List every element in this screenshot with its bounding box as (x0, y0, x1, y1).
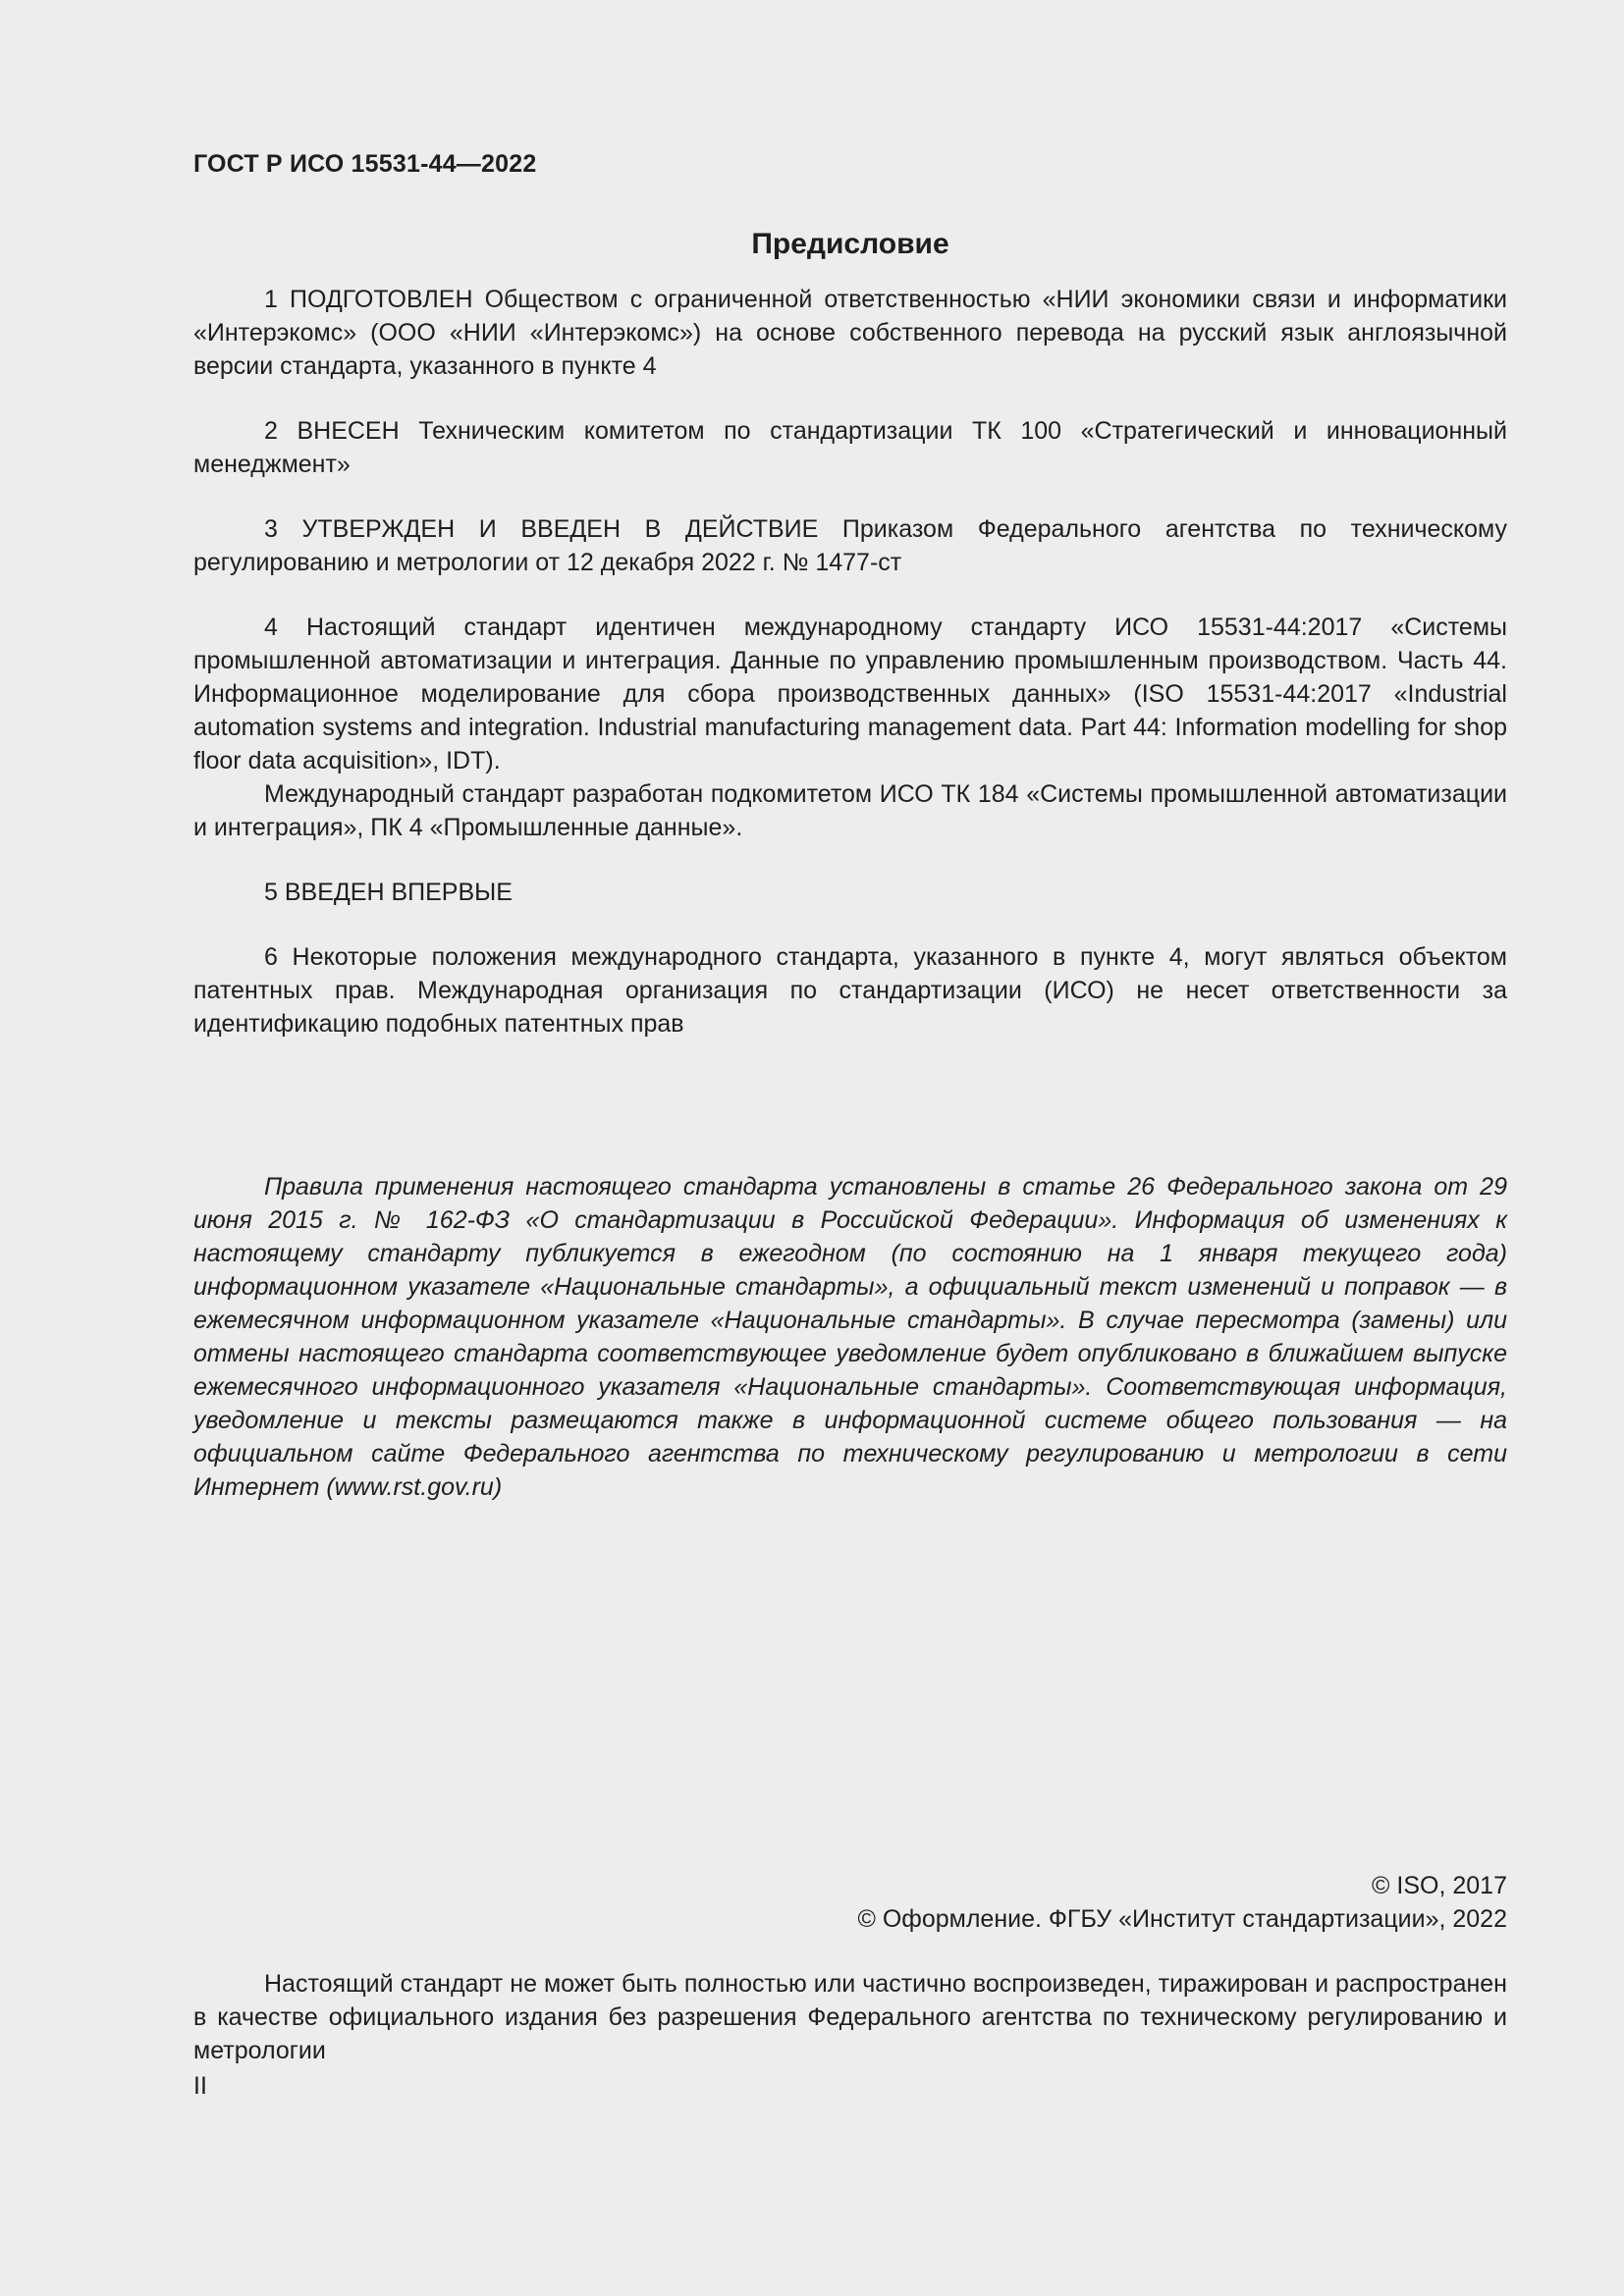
preface-item-2: 2 ВНЕСЕН Техническим комитетом по стандартизации ТК 100 «Стратегический и инновационный менеджмент» (193, 417, 1507, 478)
page-title: Предисловие (751, 228, 949, 260)
copyright-design: © Оформление. ФГБУ «Институт стандартизации», 2022 (857, 1905, 1507, 1933)
copyright-iso: © ISO, 2017 (1372, 1872, 1507, 1899)
reproduction-note: Настоящий стандарт не может быть полностью или частично воспроизведен, тиражирован и распространен в качестве официального издания без разрешения Федерального агентства по техническому регулированию и метрологии (193, 1970, 1507, 2064)
preface-item-5: 5 ВВЕДЕН ВПЕРВЫЕ (264, 879, 513, 906)
preface-item-4-note: Международный стандарт разработан подкомитетом ИСО ТК 184 «Системы промышленной автоматизации и интеграция», ПК 4 «Промышленные данные». (193, 780, 1507, 841)
document-code: ГОСТ Р ИСО 15531-44—2022 (193, 150, 537, 178)
preface-item-1: 1 ПОДГОТОВЛЕН Обществом с ограниченной ответственностью «НИИ экономики связи и информатики «Интерэкомс» (ООО «НИИ «Интерэкомс») на основе собственного перевода на русский язык англоязычной версии стандарта, указанного в пункте 4 (193, 286, 1507, 380)
preface-item-4: 4 Настоящий стандарт идентичен международному стандарту ИСО 15531-44:2017 «Системы промышленной автоматизации и интеграция. Данные по управлению промышленным производством. Часть 44. Информационное моделирование для сбора производственных данных» (ISO 15531-44:2017 «Industrial automation systems and integration. Industrial manufacturing management data. Part 44: Information modelling for shop floor data acquisition», IDT). (193, 614, 1507, 774)
page-number: II (193, 2072, 207, 2100)
rules-note: Правила применения настоящего стандарта установлены в статье 26 Федерального закона от 29 июня 2015 г. № 162-ФЗ «О стандартизации в Российской Федерации». Информация об изменениях к настоящему стандарту публикуется в ежегодном (по состоянию на 1 января текущего года) информационном указателе «Национальные стандарты», а официальный текст изменений и поправок — в ежемесячном информационном указателе «Национальные стандарты». В случае пересмотра (замены) или отмены настоящего стандарта соответствующее уведомление будет опубликовано в ближайшем выпуске ежемесячного информационного указателя «Национальные стандарты». Соответствующая информация, уведомление и тексты размещаются также в информационной системе общего пользования — на официальном сайте Федерального агентства по техническому регулированию и метрологии в сети Интернет (www.rst.gov.ru) (193, 1173, 1507, 1501)
preface-item-3: 3 УТВЕРЖДЕН И ВВЕДЕН В ДЕЙСТВИЕ Приказом Федерального агентства по техническому регулированию и метрологии от 12 декабря 2022 г. № 1477-ст (193, 515, 1507, 576)
document-page (193, 147, 1507, 2100)
preface-item-6: 6 Некоторые положения международного стандарта, указанного в пункте 4, могут являться объектом патентных прав. Международная организация по стандартизации (ИСО) не несет ответственности за идентификацию подобных патентных прав (193, 943, 1507, 1038)
